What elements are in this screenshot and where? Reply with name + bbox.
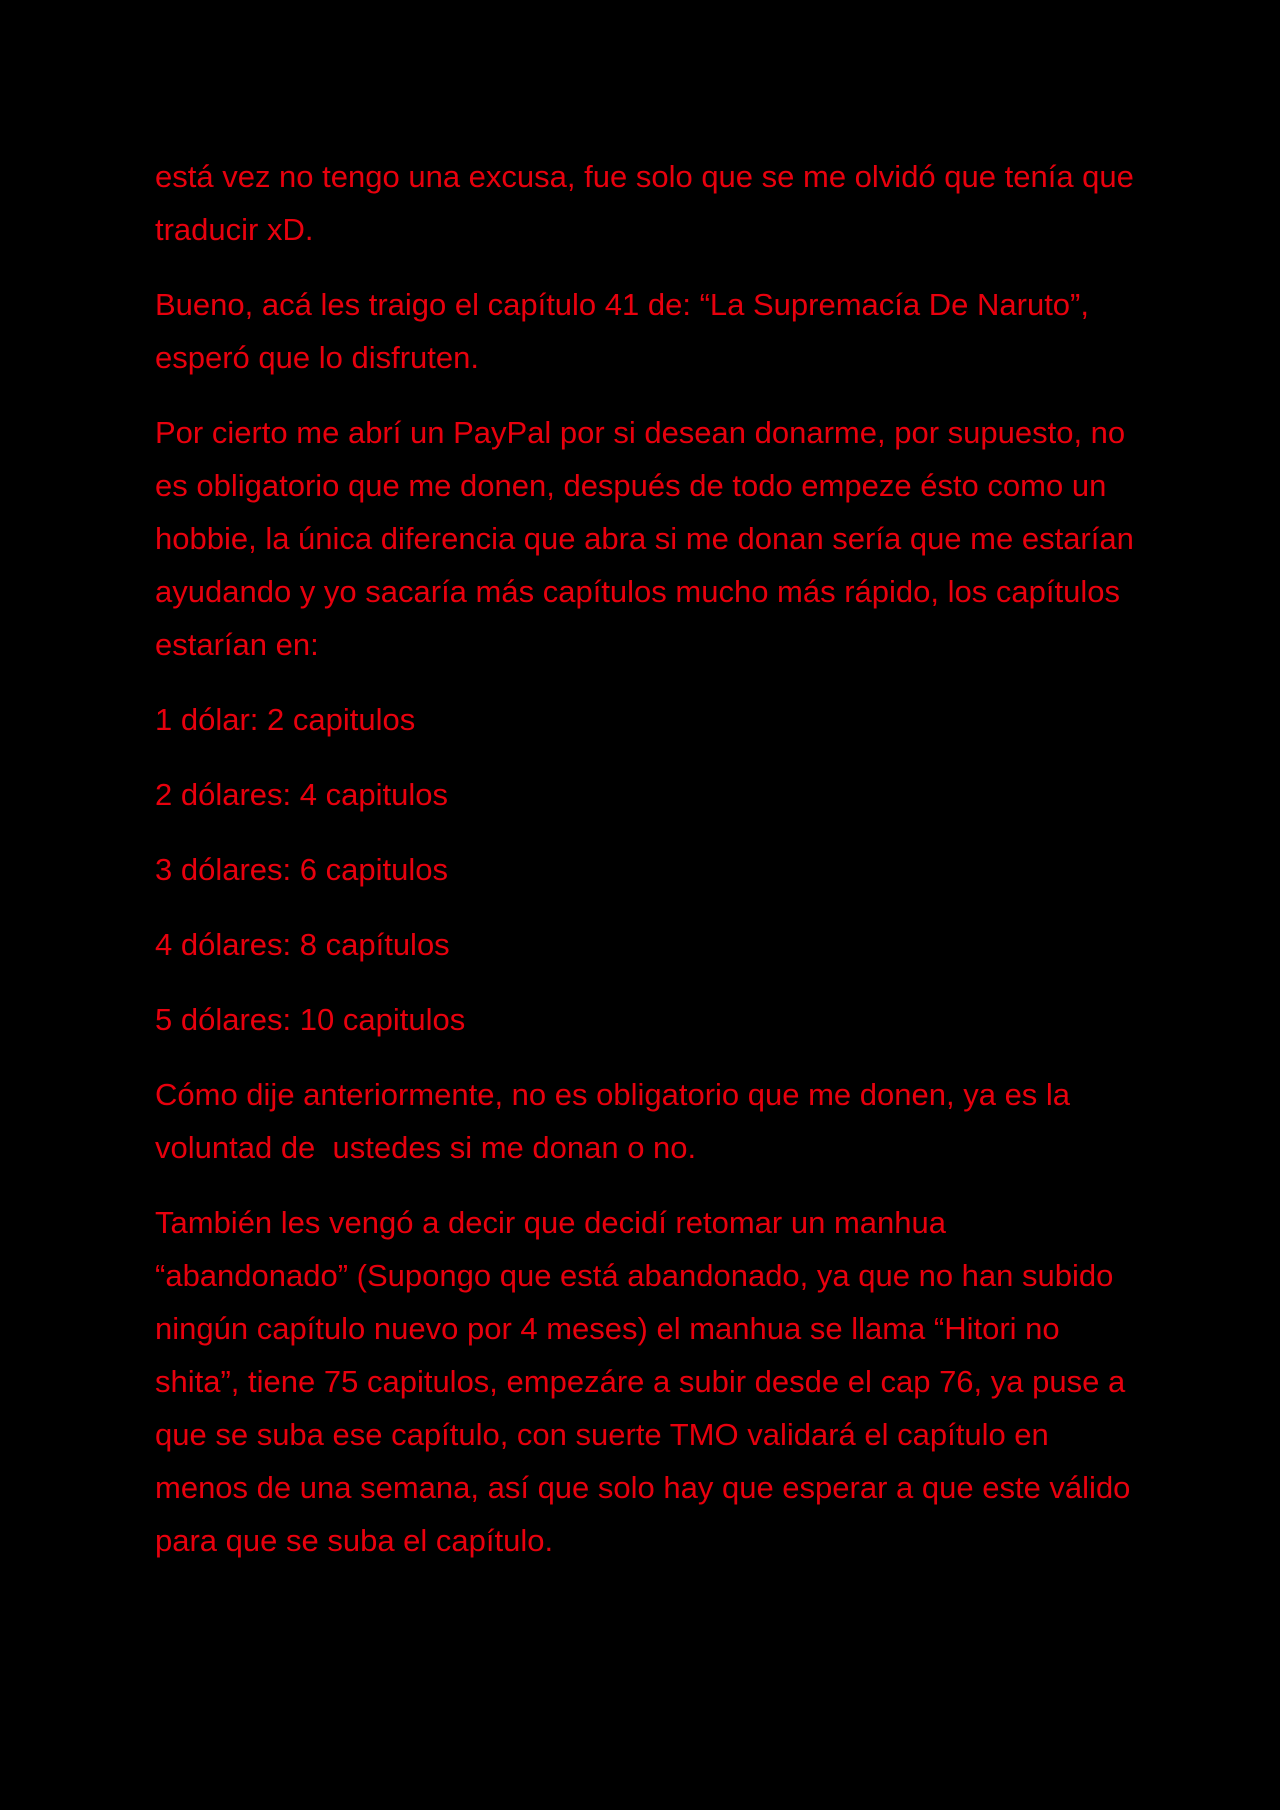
paragraph-chapter: Bueno, acá les traigo el capítulo 41 de: “La Supremacía De Naruto”, esperó que lo disfruten. <box>155 287 1098 375</box>
price-item-1: 1 dólar: 2 capitulos <box>155 702 416 737</box>
price-item-5: 5 dólares: 10 capitulos <box>155 1002 466 1037</box>
paragraph-intro: está vez no tengo una excusa, fue solo que se me olvidó que tenía que traducir xD. <box>155 159 1143 247</box>
price-item-3: 3 dólares: 6 capitulos <box>155 852 448 887</box>
price-item-4: 4 dólares: 8 capítulos <box>155 927 450 962</box>
paragraph-paypal: Por cierto me abrí un PayPal por si desean donarme, por supuesto, no es obligatorio que me donen, después de todo empeze ésto como un hobbie, la única diferencia que abra si me donan sería que me estarían ayudando y yo sacaría más capítulos mucho más rápido, los capítulos estarían en: <box>155 415 1143 662</box>
paragraph-voluntary: Cómo dije anteriormente, no es obligatorio que me donen, ya es la voluntad de ustedes si me donan o no. <box>155 1077 1079 1165</box>
price-item-2: 2 dólares: 4 capitulos <box>155 777 448 812</box>
paragraph-manhua: También les vengó a decir que decidí retomar un manhua “abandonado” (Supongo que está abandonado, ya que no han subido ningún capítulo nuevo por 4 meses) el manhua se llama “Hitori no shita”, tiene 75 capitulos, empezáre a subir desde el cap 76, ya puse a que se suba ese capítulo, con suerte TMO validará el capítulo en menos de una semana, así que solo hay que esperar a que este válido para que se suba el capítulo. <box>155 1205 1140 1558</box>
document-body <box>155 150 1143 1589</box>
